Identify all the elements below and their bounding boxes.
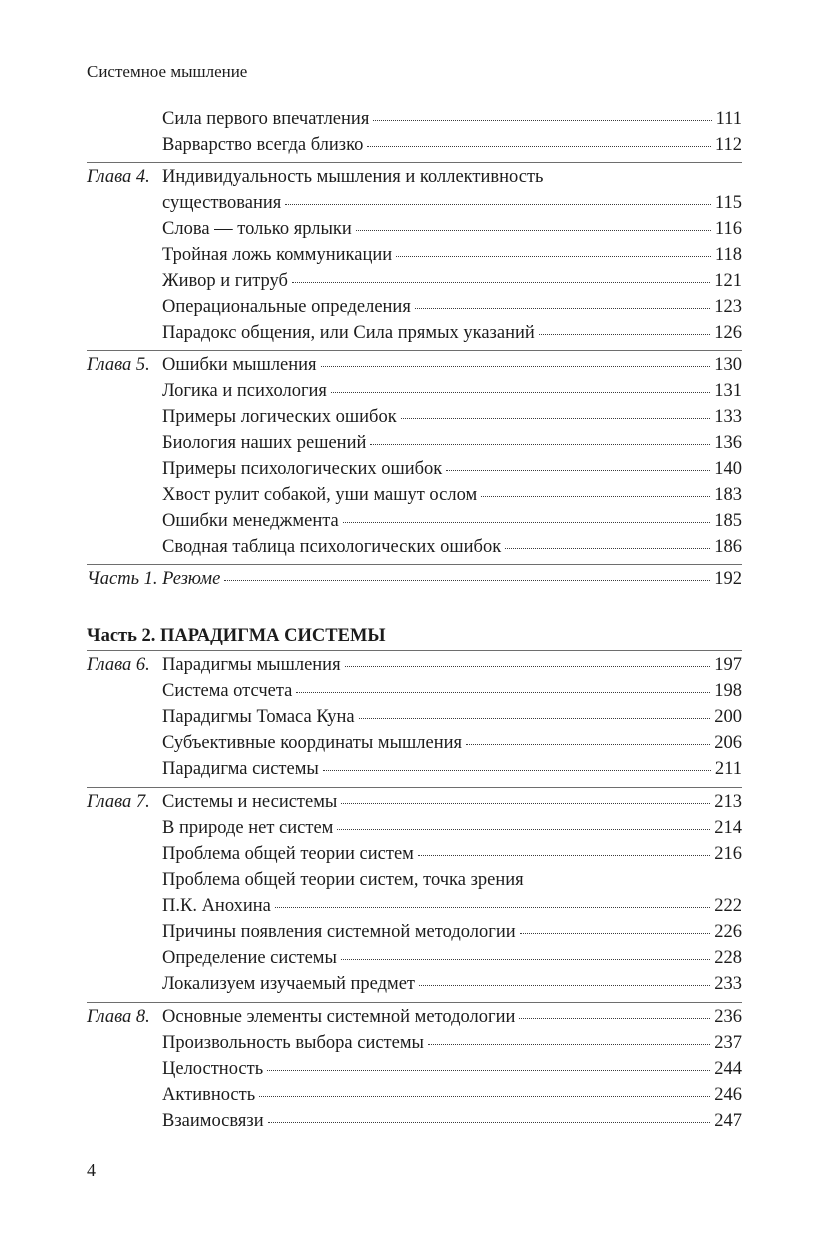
toc-entry-title: Активность bbox=[162, 1085, 256, 1105]
toc-entry-page: 237 bbox=[714, 1033, 742, 1053]
dot-leader bbox=[267, 1069, 710, 1071]
toc-entry bbox=[162, 430, 742, 456]
chapter-label: Глава 7. bbox=[87, 792, 150, 812]
dot-leader bbox=[268, 1121, 711, 1123]
section-divider bbox=[87, 564, 742, 565]
dot-leader bbox=[296, 691, 710, 693]
toc-entry bbox=[162, 268, 742, 294]
toc-entry-page: 183 bbox=[714, 485, 742, 505]
dot-leader bbox=[401, 417, 711, 419]
toc-entry-page: 214 bbox=[714, 818, 742, 838]
toc-entry bbox=[162, 867, 742, 893]
toc-entry-page: 197 bbox=[714, 655, 742, 675]
section-divider bbox=[87, 350, 742, 351]
toc-entry bbox=[162, 971, 742, 997]
toc-entry-page: 211 bbox=[714, 759, 742, 779]
toc-entry bbox=[162, 190, 742, 216]
toc-entry bbox=[162, 482, 742, 508]
chapter-label: Глава 6. bbox=[87, 655, 150, 675]
dot-leader bbox=[341, 958, 710, 960]
dot-leader bbox=[285, 203, 711, 205]
toc-entry-title: Причины появления системной методологии bbox=[162, 922, 516, 942]
toc-entry-title: Живор и гитруб bbox=[162, 271, 288, 291]
toc-entry bbox=[162, 789, 742, 815]
dot-leader bbox=[275, 906, 710, 908]
toc-entry-page: 246 bbox=[714, 1085, 742, 1105]
toc-entry-title: Хвост рулит собакой, уши машут ослом bbox=[162, 485, 478, 505]
toc-entry-page: 244 bbox=[714, 1059, 742, 1079]
section-divider bbox=[87, 162, 742, 163]
toc-entry-title: Основные элементы системной методологии bbox=[162, 1007, 516, 1027]
toc-entry-page: 111 bbox=[715, 109, 742, 129]
toc-entry bbox=[162, 730, 742, 756]
toc-entry bbox=[162, 815, 742, 841]
dot-leader bbox=[481, 495, 710, 497]
dot-leader bbox=[331, 391, 710, 393]
toc-entry bbox=[162, 132, 742, 158]
toc-entry-page: 198 bbox=[714, 681, 742, 701]
toc-entry-title: Варварство всегда близко bbox=[162, 135, 364, 155]
toc-entry bbox=[162, 352, 742, 378]
part-heading: Часть 2. ПАРАДИГМА СИСТЕМЫ bbox=[87, 626, 386, 646]
dot-leader bbox=[337, 828, 710, 830]
toc-entry bbox=[162, 1082, 742, 1108]
toc-entry-page: 228 bbox=[714, 948, 742, 968]
toc-entry bbox=[162, 508, 742, 534]
section-divider bbox=[87, 1002, 742, 1003]
dot-leader bbox=[359, 717, 711, 719]
toc-entry bbox=[87, 566, 742, 592]
toc-entry-page: 131 bbox=[714, 381, 742, 401]
toc-entry-page: 192 bbox=[714, 569, 742, 589]
toc-entry-title: Проблема общей теории систем bbox=[162, 844, 414, 864]
toc-entry-page: 133 bbox=[714, 407, 742, 427]
toc-entry-title: Операциональные определения bbox=[162, 297, 411, 317]
toc-entry-page: 126 bbox=[714, 323, 742, 343]
toc-entry bbox=[162, 216, 742, 242]
toc-entry-title: Логика и психология bbox=[162, 381, 327, 401]
dot-leader bbox=[343, 521, 710, 523]
toc-entry-page: 200 bbox=[714, 707, 742, 727]
toc-entry-title: П.К. Анохина bbox=[162, 896, 271, 916]
toc-entry-page: 185 bbox=[714, 511, 742, 531]
chapter-label: Глава 4. bbox=[87, 167, 150, 187]
section-divider bbox=[87, 787, 742, 788]
toc-entry bbox=[162, 404, 742, 430]
toc-entry-page: 121 bbox=[714, 271, 742, 291]
chapter-label: Глава 5. bbox=[87, 355, 150, 375]
dot-leader bbox=[321, 365, 711, 367]
toc-entry-page: 222 bbox=[714, 896, 742, 916]
dot-leader bbox=[419, 984, 710, 986]
toc-entry-page: 247 bbox=[714, 1111, 742, 1131]
running-header: Системное мышление bbox=[87, 62, 248, 81]
toc-entry-title: Слова — только ярлыки bbox=[162, 219, 352, 239]
toc-entry-page: 186 bbox=[714, 537, 742, 557]
dot-leader bbox=[370, 443, 710, 445]
toc-entry bbox=[162, 893, 742, 919]
toc-entry-title: Парадокс общения, или Сила прямых указаний bbox=[162, 323, 535, 343]
toc-entry bbox=[162, 378, 742, 404]
dot-leader bbox=[520, 932, 711, 934]
toc-entry bbox=[162, 534, 742, 560]
toc-entry-page: 115 bbox=[714, 193, 742, 213]
dot-leader bbox=[373, 119, 711, 121]
toc-entry bbox=[162, 756, 742, 782]
toc-entry-title: Системы и несистемы bbox=[162, 792, 338, 812]
toc-entry-page: 123 bbox=[714, 297, 742, 317]
toc-entry-title: Ошибки менеджмента bbox=[162, 511, 339, 531]
toc-entry-title: Парадигмы Томаса Куна bbox=[162, 707, 355, 727]
toc-entry bbox=[162, 242, 742, 268]
toc-entry-title: Парадигмы мышления bbox=[162, 655, 341, 675]
toc-entry-title: Система отсчета bbox=[162, 681, 293, 701]
toc-entry-title: Произвольность выбора системы bbox=[162, 1033, 424, 1053]
toc-entry bbox=[162, 704, 742, 730]
toc-entry-page: 216 bbox=[714, 844, 742, 864]
toc-entry-title: Определение системы bbox=[162, 948, 337, 968]
toc-entry-title: Субъективные координаты мышления bbox=[162, 733, 463, 753]
toc-entry-page: 112 bbox=[714, 135, 742, 155]
toc-entry bbox=[162, 919, 742, 945]
toc-entry-title: Взаимосвязи bbox=[162, 1111, 264, 1131]
toc-entry-page: 118 bbox=[714, 245, 742, 265]
toc-entry-page: 226 bbox=[714, 922, 742, 942]
dot-leader bbox=[466, 743, 710, 745]
dot-leader bbox=[446, 469, 710, 471]
toc-entry bbox=[162, 456, 742, 482]
chapter-label: Глава 8. bbox=[87, 1007, 150, 1027]
toc-entry-title: Сила первого впечатления bbox=[162, 109, 370, 129]
dot-leader bbox=[341, 802, 710, 804]
toc-entry bbox=[162, 678, 742, 704]
toc-entry bbox=[162, 1056, 742, 1082]
dot-leader bbox=[224, 579, 710, 581]
toc-entry-title: Ошибки мышления bbox=[162, 355, 317, 375]
dot-leader bbox=[415, 307, 710, 309]
dot-leader bbox=[259, 1095, 710, 1097]
page-number: 4 bbox=[87, 1160, 96, 1180]
section-divider bbox=[87, 650, 742, 651]
toc-entry-page: 213 bbox=[714, 792, 742, 812]
toc-entry-page: 136 bbox=[714, 433, 742, 453]
toc-entry bbox=[162, 652, 742, 678]
toc-entry-title: Сводная таблица психологических ошибок bbox=[162, 537, 502, 557]
toc-entry-page: 206 bbox=[714, 733, 742, 753]
toc-entry bbox=[162, 1004, 742, 1030]
dot-leader bbox=[345, 665, 711, 667]
dot-leader bbox=[418, 854, 710, 856]
dot-leader bbox=[396, 255, 711, 257]
dot-leader bbox=[323, 769, 711, 771]
dot-leader bbox=[539, 333, 710, 335]
toc-entry-title: Парадигма системы bbox=[162, 759, 319, 779]
toc-entry-title: Локализуем изучаемый предмет bbox=[162, 974, 416, 994]
toc-entry bbox=[162, 320, 742, 346]
toc-entry bbox=[162, 294, 742, 320]
toc-entry bbox=[162, 106, 742, 132]
toc-entry bbox=[162, 164, 742, 190]
toc-entry bbox=[162, 1030, 742, 1056]
toc-entry-title: Часть 1. Резюме bbox=[87, 569, 221, 589]
toc-entry-page: 130 bbox=[714, 355, 742, 375]
toc-entry-title: Примеры психологических ошибок bbox=[162, 459, 443, 479]
toc-entry-title: Биология наших решений bbox=[162, 433, 367, 453]
dot-leader bbox=[292, 281, 710, 283]
toc-entry bbox=[162, 841, 742, 867]
dot-leader bbox=[519, 1017, 710, 1019]
toc-entry-page: 236 bbox=[714, 1007, 742, 1027]
toc-entry-title: Целостность bbox=[162, 1059, 264, 1079]
dot-leader bbox=[505, 547, 710, 549]
toc-entry-title: Примеры логических ошибок bbox=[162, 407, 397, 427]
toc-entry-title: Проблема общей теории систем, точка зрения bbox=[162, 870, 524, 890]
toc-entry-title: Тройная ложь коммуникации bbox=[162, 245, 393, 265]
toc-entry-title: существования bbox=[162, 193, 282, 213]
toc-entry-title: Индивидуальность мышления и коллективность bbox=[162, 167, 544, 187]
toc-entry-title: В природе нет систем bbox=[162, 818, 334, 838]
toc-entry-page: 140 bbox=[714, 459, 742, 479]
dot-leader bbox=[428, 1043, 710, 1045]
toc-entry-page: 233 bbox=[714, 974, 742, 994]
toc-entry bbox=[162, 1108, 742, 1134]
toc-entry bbox=[162, 945, 742, 971]
dot-leader bbox=[356, 229, 711, 231]
dot-leader bbox=[367, 145, 711, 147]
toc-entry-page: 116 bbox=[714, 219, 742, 239]
